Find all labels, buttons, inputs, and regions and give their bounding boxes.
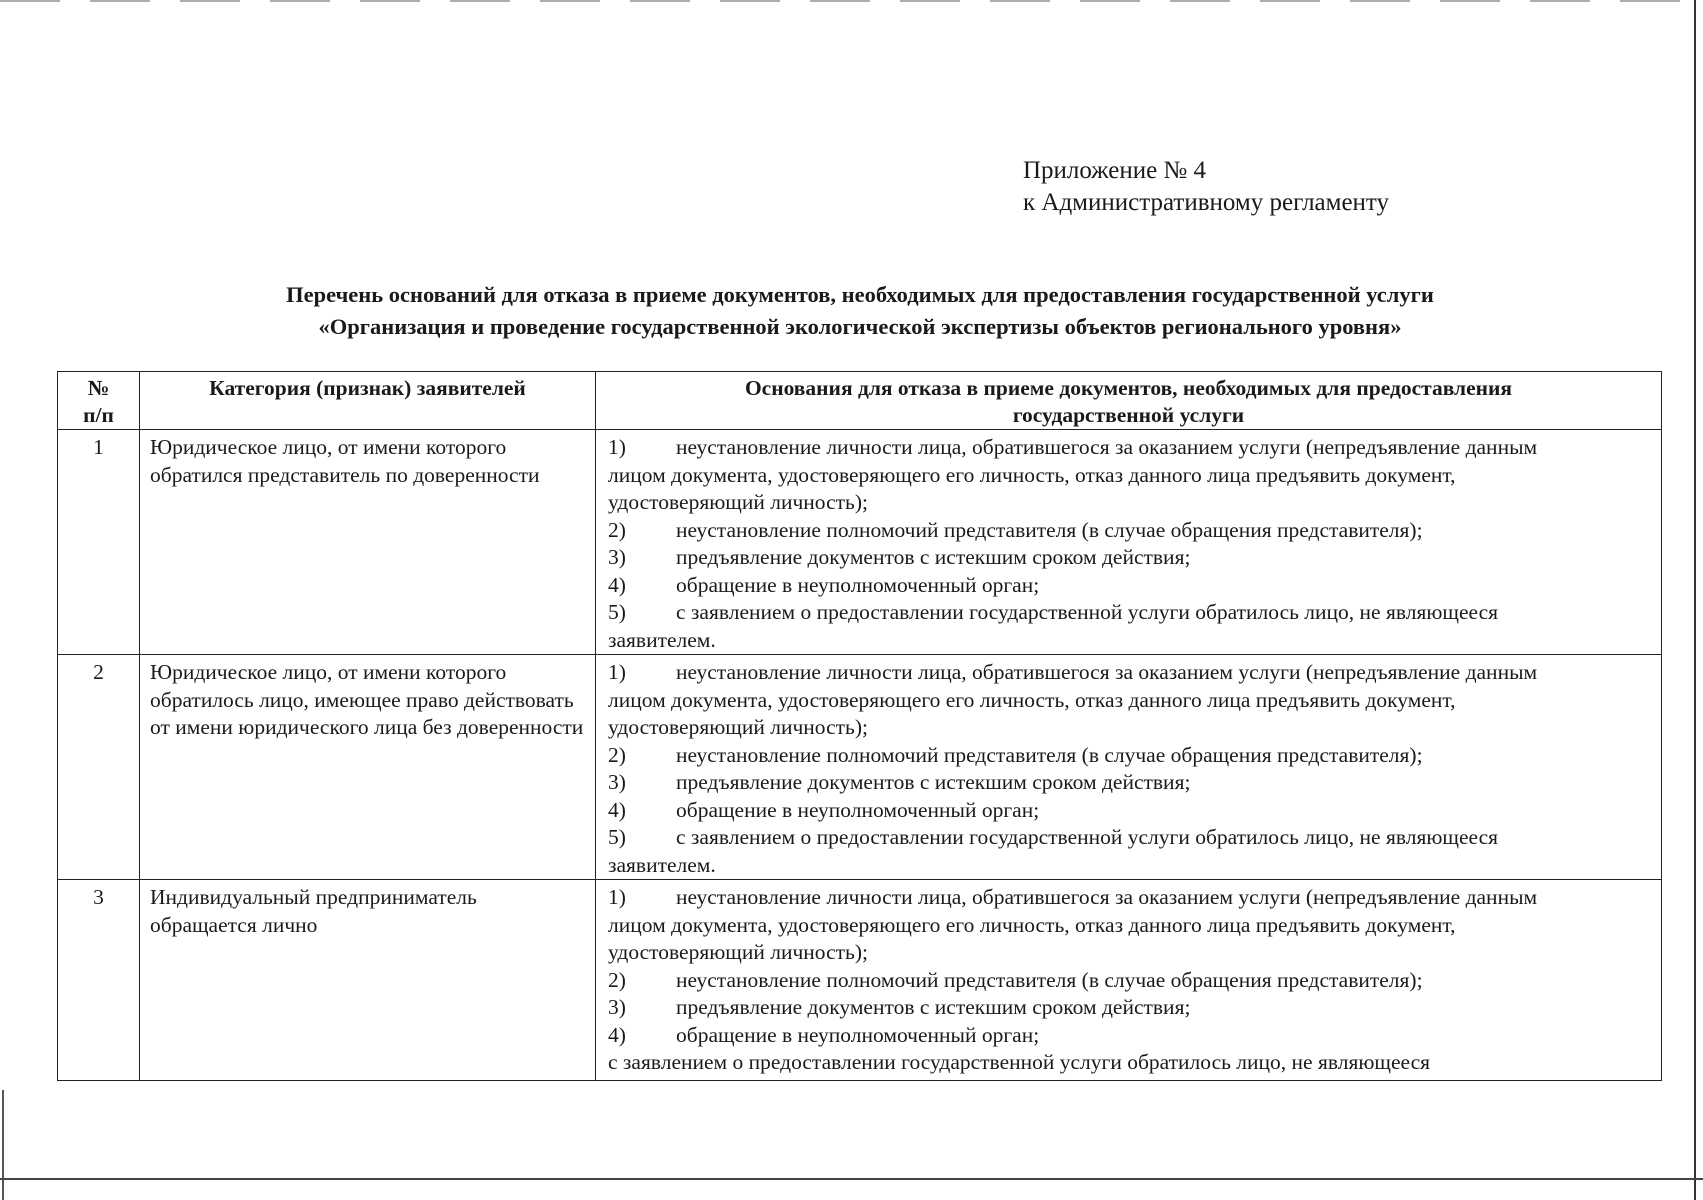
table-row: [58, 430, 1662, 655]
reason-item: [608, 517, 1653, 545]
reason-number: 4): [608, 572, 626, 597]
row-reasons: [596, 655, 1662, 880]
appendix-line-2: к Административному регламенту: [1023, 189, 1390, 216]
row-category: Юридическое лицо, от имени которого обратилось лицо, имеющее право действовать от имени юридического лица без доверенности: [140, 655, 596, 880]
reason-text: неустановление полномочий представителя (в случае обращения представителя);: [676, 967, 1423, 992]
header-reasons-line-1: Основания для отказа в приеме документов, необходимых для предоставления: [744, 376, 1513, 400]
header-reasons: [596, 372, 1662, 430]
row-number: 1: [58, 430, 140, 655]
table-header-row: [58, 372, 1662, 430]
header-reasons-line-2: государственной услуги: [1012, 403, 1245, 427]
reason-number: 5): [608, 825, 626, 849]
reason-text: неустановление полномочий представителя (в случае обращения представителя);: [676, 517, 1423, 542]
reason-number: 3): [608, 545, 626, 569]
reason-text-continued: лицом документа, удостоверяющего его личность, отказ данного лица предъявить документ,: [608, 912, 1456, 937]
header-number-line-2: п/п: [83, 403, 114, 427]
reason-number: 1): [608, 435, 626, 459]
scan-right-edge: [1694, 0, 1696, 1200]
reason-text-continued: лицом документа, удостоверяющего его личность, отказ данного лица предъявить документ,: [608, 687, 1456, 712]
scan-left-edge: [2, 1090, 4, 1200]
row-number: 2: [58, 655, 140, 880]
row-reasons: [596, 880, 1662, 1081]
reason-text-continued: удостоверяющий личность);: [608, 715, 868, 739]
appendix-line-1: Приложение № 4: [1023, 157, 1207, 184]
reason-number: 2): [608, 517, 626, 542]
reason-text-continued: заявителем.: [608, 852, 716, 877]
reason-text: неустановление личности лица, обратившегося за оказанием услуги (непредъявление данным: [676, 885, 1538, 909]
reason-text-continued: удостоверяющий личность);: [608, 490, 868, 514]
reason-text: с заявлением о предоставлении государственной услуги обратилось лицо, не являющееся: [676, 825, 1499, 849]
title-line-2: «Организация и проведение государственной экологической экспертизы объектов регионального уровня»: [318, 314, 1402, 339]
reason-item: [608, 659, 1653, 687]
reason-number: 3): [608, 770, 626, 794]
reason-item: [608, 544, 1653, 572]
reason-text: обращение в неуполномоченный орган;: [676, 797, 1040, 822]
reason-number: 2): [608, 742, 626, 767]
reason-number: 2): [608, 967, 626, 992]
row-category: Индивидуальный предприниматель обращается лично: [140, 880, 596, 1081]
title-line-1: Перечень оснований для отказа в приеме документов, необходимых для предоставления государственной услуги: [286, 282, 1434, 307]
header-category: Категория (признак) заявителей: [140, 372, 596, 430]
reason-text-continued: лицом документа, удостоверяющего его личность, отказ данного лица предъявить документ,: [608, 462, 1456, 487]
reason-text: неустановление личности лица, обратившегося за оказанием услуги (непредъявление данным: [676, 435, 1538, 459]
reason-item: [608, 742, 1653, 770]
reason-text: неустановление личности лица, обратившегося за оказанием услуги (непредъявление данным: [676, 660, 1538, 684]
table-row: [58, 655, 1662, 880]
reason-text: предъявление документов с истекшим сроком действия;: [676, 995, 1191, 1019]
reason-item: [608, 599, 1653, 627]
row-number: 3: [58, 880, 140, 1081]
header-number-line-1: №: [87, 376, 110, 400]
reason-number: 5): [608, 600, 626, 624]
reason-item: [608, 1022, 1653, 1050]
reason-text: неустановление полномочий представителя (в случае обращения представителя);: [676, 742, 1423, 767]
scan-top-edge: [0, 0, 1703, 2]
reason-item: [608, 967, 1653, 995]
reason-text: с заявлением о предоставлении государственной услуги обратилось лицо, не являющееся: [608, 1050, 1431, 1074]
reason-text-continued: заявителем.: [608, 627, 716, 652]
reason-item: [608, 994, 1653, 1022]
reason-item: [608, 572, 1653, 600]
reason-number: 1): [608, 660, 626, 684]
reason-number: 1): [608, 885, 626, 909]
row-category: Юридическое лицо, от имени которого обратился представитель по доверенности: [140, 430, 596, 655]
reason-item: [608, 824, 1653, 852]
reason-item: [608, 797, 1653, 825]
refusal-grounds-table: [57, 371, 1662, 1081]
reason-text: обращение в неуполномоченный орган;: [676, 1022, 1040, 1047]
reason-text: с заявлением о предоставлении государственной услуги обратилось лицо, не являющееся: [676, 600, 1499, 624]
appendix-reference: [1023, 155, 1389, 219]
header-number: [58, 372, 140, 430]
reason-text: предъявление документов с истекшим сроком действия;: [676, 770, 1191, 794]
table-row: [58, 880, 1662, 1081]
reason-number: 3): [608, 995, 626, 1019]
document-title: [58, 279, 1662, 343]
reason-text: предъявление документов с истекшим сроком действия;: [676, 545, 1191, 569]
reason-item: [608, 434, 1653, 462]
reason-item: [608, 769, 1653, 797]
reason-text-continued: удостоверяющий личность);: [608, 940, 868, 964]
scan-bottom-edge: [0, 1178, 1703, 1180]
reason-text: обращение в неуполномоченный орган;: [676, 572, 1040, 597]
reason-number: 4): [608, 797, 626, 822]
reason-number: 4): [608, 1022, 626, 1047]
row-reasons: [596, 430, 1662, 655]
reason-item: [608, 884, 1653, 912]
